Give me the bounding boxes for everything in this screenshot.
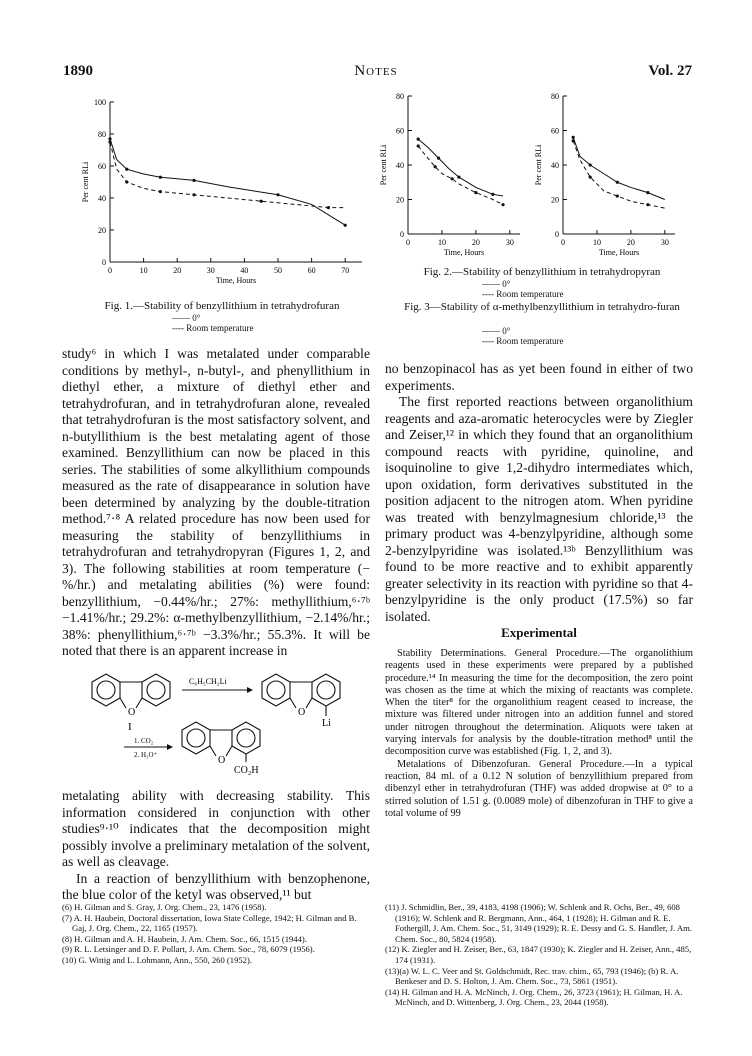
data-point-0deg bbox=[646, 191, 649, 194]
x-tick-label: 50 bbox=[274, 266, 282, 275]
y-tick-label: 80 bbox=[396, 92, 404, 101]
data-point-0deg bbox=[457, 175, 460, 178]
data-point-0deg bbox=[616, 181, 619, 184]
step-1-label: 1. CO₂ bbox=[134, 737, 154, 745]
lithium-label: Li bbox=[322, 718, 331, 729]
figure-2-legend bbox=[482, 279, 563, 299]
y-axis-label: Per cent RLi bbox=[534, 144, 543, 186]
data-point-room-temp bbox=[125, 180, 128, 183]
data-point-room-temp bbox=[159, 190, 162, 193]
data-point-0deg bbox=[344, 224, 347, 227]
x-axis-label: Time, Hours bbox=[443, 248, 485, 257]
data-point-room-temp bbox=[327, 206, 330, 209]
data-point-0deg bbox=[159, 176, 162, 179]
data-point-room-temp bbox=[451, 177, 454, 180]
paragraph: In a reaction of benzyllithium with benzophenone, the blue color of the ketyl was observed,¹¹ but bbox=[62, 870, 370, 902]
volume-label: Vol. 27 bbox=[648, 63, 692, 79]
data-point-room-temp bbox=[646, 203, 649, 206]
figure-1-legend bbox=[172, 313, 253, 333]
arrow-head bbox=[247, 687, 253, 693]
x-tick-label: 40 bbox=[240, 266, 249, 275]
left-column-text bbox=[62, 346, 370, 660]
data-point-0deg bbox=[491, 193, 494, 196]
x-tick-label: 70 bbox=[341, 266, 350, 275]
x-axis-label: Time, Hours bbox=[598, 248, 640, 257]
footnote: (8) H. Gilman and A. H. Haubein, J. Am. Chem. Soc., 66, 1515 (1944). bbox=[62, 933, 307, 944]
x-tick-label: 30 bbox=[206, 266, 215, 275]
data-point-room-temp bbox=[108, 140, 111, 143]
legend-room-temp: ---- Room temperature bbox=[172, 323, 254, 333]
legend-0-deg: —— 0° bbox=[172, 313, 201, 323]
x-tick-label: 10 bbox=[139, 266, 148, 275]
x-tick-label: 10 bbox=[437, 238, 446, 247]
ring-oxygen: O bbox=[128, 707, 136, 718]
compound-I-label: I bbox=[128, 721, 132, 733]
y-tick-label: 0 bbox=[400, 230, 404, 239]
paragraph: study⁶ in which I was metalated under comparable conditions by methyl-, n-butyl-, and phenyllithium in diethyl ether, a mixture of diethyl ether and tetrahydrofuran, and in tetrahydrofuran alone, revealed that tetrahydrofuran is the most satisfactory solvent, and n-butyllithium is the best metalating agent of those examined. Benzyllithium can now be placed in this series. The stabilities of some alkyllithium compounds measured as the rate of disappearance in solution have been determined by analyzing by the double-titration method.⁷·⁸ A related procedure has now been used for measuring the stability of benzyllithiums in tetrahydrofuran and tetrahydropyran (Figures 1, 2, and 3). The following stabilities at room temperature (−%/hr.) and metalating abilities (%) were found: benzyllithium, −0.44%/hr.; 27%: methyllithium,⁶·⁷ᵇ −1.41%/hr.; 29.2%: α-methylbenzyllithium, −2.14%/hr.; 38%: phenyllithium,⁶·⁷ᵇ −3.3%/hr.; 55.3%. It will be noted that there is an apparent increase in bbox=[62, 346, 370, 658]
arrow-head bbox=[167, 744, 173, 750]
reaction-scheme bbox=[62, 660, 372, 780]
figure-2-chart bbox=[375, 90, 535, 265]
figure-2-caption: Fig. 2.—Stability of benzyllithium in tetrahydropyran bbox=[423, 266, 661, 278]
data-point-room-temp bbox=[616, 194, 619, 197]
data-point-0deg bbox=[125, 168, 128, 171]
y-tick-label: 0 bbox=[555, 230, 559, 239]
y-tick-label: 80 bbox=[98, 130, 106, 139]
data-point-0deg bbox=[589, 163, 592, 166]
footnote: (10) G. Wittig and L. Lohmann, Ann., 550, 260 (1952). bbox=[62, 954, 252, 965]
y-tick-label: 80 bbox=[551, 92, 559, 101]
data-point-room-temp bbox=[474, 191, 477, 194]
paragraph: Stability Determinations. General Procedure.—The organolithium reagents used in these experiments were prepared by a published procedure.¹⁴ In measuring the time for the decomposition, the zero point was chosen as the time at which the mixing of reactants was complete. When the titer⁸ for the organolithium reagent ceased to increase, the mixture was filtered under nitrogen into an addition funnel and stored under nitrogen throughout the determination. Aliquots were taken at varying intervals for analysis by the double-titration method⁸ until the decomposition curve was established (Fig. 1, 2, and 3). bbox=[385, 648, 693, 758]
data-point-room-temp bbox=[417, 144, 420, 147]
carboxyl-label: CO₂H bbox=[234, 765, 259, 776]
y-tick-label: 40 bbox=[98, 194, 106, 203]
x-tick-label: 10 bbox=[592, 238, 601, 247]
y-axis-label: Per cent RLi bbox=[379, 144, 388, 186]
data-point-room-temp bbox=[501, 203, 504, 206]
reagent-label: C₆H₅CH₂Li bbox=[189, 677, 227, 686]
page-number: 1890 bbox=[63, 63, 93, 79]
y-tick-label: 60 bbox=[98, 162, 106, 171]
legend-0-deg: —— 0° bbox=[482, 326, 511, 336]
legend-room-temp: ---- Room temperature bbox=[482, 336, 564, 346]
y-axis-label: Per cent RLi bbox=[81, 161, 90, 203]
figure-1-caption: Fig. 1.—Stability of benzyllithium in tetrahydrofuran bbox=[104, 300, 340, 312]
x-axis-label: Time, Hours bbox=[215, 276, 257, 285]
y-tick-label: 40 bbox=[551, 161, 559, 170]
footnote: (12) K. Ziegler and H. Zeiser, Ber., 63, 1847 (1930); K. Ziegler and H. Zeiser, Ann., 485, 174 (1931). bbox=[385, 944, 692, 965]
y-tick-label: 60 bbox=[551, 126, 559, 136]
data-point-room-temp bbox=[260, 200, 263, 203]
y-tick-label: 20 bbox=[551, 195, 559, 205]
x-tick-label: 0 bbox=[108, 266, 112, 275]
running-head: Notes bbox=[354, 63, 398, 79]
series-line-0deg bbox=[573, 137, 665, 199]
data-point-room-temp bbox=[434, 165, 437, 168]
x-tick-label: 20 bbox=[471, 238, 480, 247]
x-tick-label: 0 bbox=[406, 238, 410, 247]
data-point-0deg bbox=[276, 193, 279, 196]
x-tick-label: 20 bbox=[626, 238, 635, 247]
series-line-room-temp bbox=[573, 141, 665, 208]
left-column-text-2 bbox=[62, 788, 370, 904]
footnote: (14) H. Gilman and H. A. McNinch, J. Org. Chem., 26, 3723 (1961); H. Gilman, H. A. McNinch, and D. Wittenberg, J. Org. Chem., 23, 2044 (1958). bbox=[385, 986, 683, 1008]
y-tick-label: 20 bbox=[396, 195, 404, 205]
figure-1-chart bbox=[65, 90, 370, 305]
experimental-heading: Experimental bbox=[501, 625, 577, 640]
step-2-label: 2. H₃O⁺ bbox=[134, 751, 158, 759]
paragraph: metalating ability with decreasing stability. This information considered in conjunction with other studies⁹·¹⁰ indicates that the decomposition might possibly involve a preliminary metalation of the solvent, as well as cleavage. bbox=[62, 788, 370, 869]
figure-3-legend bbox=[482, 326, 563, 346]
paragraph: Metalations of Dibenzofuran. General Procedure.—In a typical reaction, 84 ml. of a 0.12 N solution of benzyllithium prepared from dibenzyl ether in tetrahydrofuran (THF) was added dropwise at 0° to a stirred solution of 1.51 g. (0.0089 mole) of dibenzofuran in THF to give a total volume of 99 bbox=[385, 758, 693, 819]
footnote: (9) R. L. Letsinger and D. F. Pollart, J. Am. Chem. Soc., 78, 6079 (1956). bbox=[62, 944, 315, 955]
footnote: (7) A. H. Haubein, Doctoral dissertation, Iowa State College, 1942; H. Gilman and B. Gaj, J. Org. Chem., 22, 1165 (1957). bbox=[62, 912, 357, 934]
data-point-0deg bbox=[108, 137, 111, 140]
data-point-room-temp bbox=[572, 139, 575, 142]
experimental-text bbox=[385, 648, 693, 820]
x-tick-label: 30 bbox=[505, 238, 514, 247]
x-tick-label: 60 bbox=[307, 266, 316, 275]
y-tick-label: 60 bbox=[396, 126, 404, 136]
legend-0-deg: —— 0° bbox=[482, 279, 511, 289]
footnote: (11) J. Schmidlin, Ber., 39, 4183, 4198 (1906); W. Schlenk and R. Ochs, Ber., 49, 608 (1916); W. Schlenk and R. Bergmann, Ann., 464, 1 (1928); H. Gilman and R. E. Fothergill, J. Am. Chem. Soc., 51, 3149 (1929); R. E. Dessy and G. S. Handler, J. Am. Chem. Soc., 80, 5824 (1958). bbox=[385, 902, 692, 944]
series-line-room-temp bbox=[418, 146, 503, 205]
data-point-0deg bbox=[572, 136, 575, 139]
data-point-0deg bbox=[192, 179, 195, 182]
y-tick-label: 100 bbox=[94, 98, 106, 107]
x-tick-label: 20 bbox=[173, 266, 182, 275]
paragraph: The first reported reactions between organolithium reagents and aza-aromatic heterocycles were by Ziegler and Zeiser,¹² in which they found that an organolithium compound reacts with pyridine, quinoline, and isoquinoline to give 1,2-dihydro intermediates which, upon oxidation, form derivatives substituted in the position adjacent to the nitrogen atom. When pyridine was treated with benzylmagnesium chloride,¹³ the primary product was 4-benzylpyridine, although some 2-benzylpyridine was isolated.¹³ᵇ Benzyllithium was found to be more reactive and to exhibit apparently greater selectivity in its reaction with pyridine so that 4-benzylpyridine is the only product (17.5%) so far isolated. bbox=[385, 394, 693, 624]
x-tick-label: 30 bbox=[660, 238, 669, 247]
ring-oxygen: O bbox=[298, 707, 306, 718]
footnote: (6) H. Gilman and S. Gray, J. Org. Chem., 23, 1476 (1958). bbox=[62, 902, 267, 912]
series-line-0deg bbox=[418, 139, 503, 196]
data-point-room-temp bbox=[192, 193, 195, 196]
data-point-0deg bbox=[437, 157, 440, 160]
y-tick-label: 40 bbox=[396, 161, 404, 170]
data-point-0deg bbox=[417, 138, 420, 141]
right-footnotes bbox=[385, 902, 693, 1008]
left-footnotes bbox=[62, 902, 370, 966]
x-tick-label: 0 bbox=[561, 238, 565, 247]
footnote: (13)(a) W. L. C. Veer and St. Goldschmidt, Rec. trav. chim., 65, 793 (1946); (b) R. A. Benkeser and D. S. Holton, J. Am. Chem. Soc., 73, 5861 (1951). bbox=[385, 965, 679, 987]
right-column-text bbox=[385, 361, 693, 625]
y-tick-label: 0 bbox=[102, 258, 106, 267]
figure-3-chart bbox=[530, 90, 690, 265]
series-line-0deg bbox=[110, 139, 345, 225]
figure-3-caption: Fig. 3—Stability of α-methylbenzyllithium in tetrahydro-furan bbox=[404, 301, 680, 313]
paragraph: no benzopinacol has as yet been found in either of two experiments. bbox=[385, 361, 693, 393]
data-point-room-temp bbox=[589, 175, 592, 178]
legend-room-temp: ---- Room temperature bbox=[482, 289, 564, 299]
ring-oxygen: O bbox=[218, 755, 226, 766]
dibenzofuran-structure bbox=[92, 674, 170, 708]
y-tick-label: 20 bbox=[98, 226, 106, 235]
